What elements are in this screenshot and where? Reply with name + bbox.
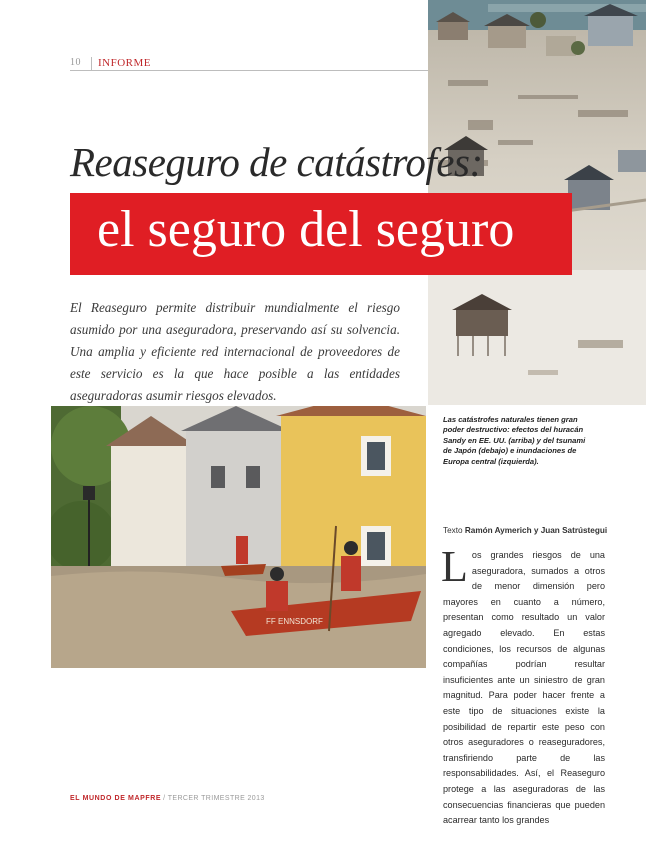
byline bbox=[443, 526, 607, 535]
article-body bbox=[441, 542, 605, 829]
footer-issue: / TERCER TRIMESTRE 2013 bbox=[163, 795, 265, 802]
photo-caption: Las catástrofes naturales tienen gran poder destructivo: efectos del huracán Sandy en EE. UU. (arriba) y del tsunami de Japón (debajo) e inundaciones de Europa central (izquierda). bbox=[443, 415, 586, 466]
title-line-1: Reaseguro de catástrofes: bbox=[70, 139, 483, 185]
page-number: 10 bbox=[70, 57, 81, 68]
article-body-text: os grandes riesgos de una aseguradora, sumados a otros de menor dimensión pero mayores en cuanto a número, presentan como resultado un valor agregado elevado. En estas condiciones, los recursos de algunas compañías podrían resultar insuficientes ante un siniestro de gran magnitud. Para poder hacer frente a este tipo de situaciones existe la posibilidad de repartir este peso con otros aseguradores o reaseguradores, transfiriendo parte de las responsabilidades. Así, el Reaseguro protege a las aseguradoras de las consecuencias financieras que pueden acarrear tanto los grandes bbox=[443, 550, 605, 826]
header-rule bbox=[70, 70, 428, 71]
title-line-2: el seguro del seguro bbox=[97, 201, 515, 258]
byline-authors: Ramón Aymerich y Juan Satrústegui bbox=[464, 526, 608, 535]
section-label: INFORME bbox=[98, 57, 152, 69]
footer-brand: EL MUNDO DE MAPFRE bbox=[70, 795, 162, 802]
footer bbox=[70, 795, 265, 802]
header-divider bbox=[91, 57, 92, 70]
flood-photo bbox=[51, 406, 426, 668]
lead-paragraph: El Reaseguro permite distribuir mundialmente el riesgo asumido por una aseguradora, preservando así su solvencia. Una amplia y eficiente red internacional de proveedores de este servicio es la que hace posible a las entidades aseguradoras asumir riesgos elevados. bbox=[70, 300, 400, 403]
drop-cap: L bbox=[441, 542, 468, 591]
boat-label: FF ENNSDORF bbox=[266, 617, 323, 626]
byline-prefix: Texto bbox=[443, 526, 463, 535]
